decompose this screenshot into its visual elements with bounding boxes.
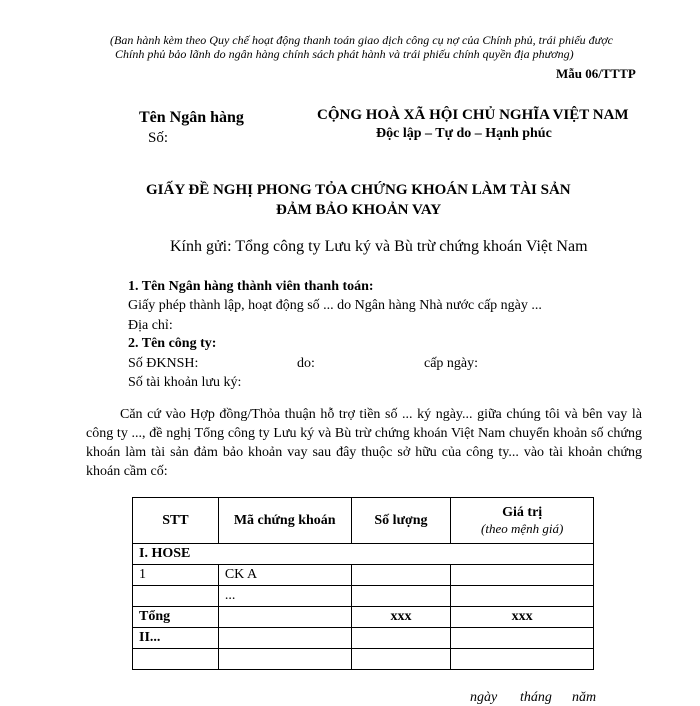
doc-title-line2: ĐẢM BẢO KHOẢN VAY [276, 202, 442, 218]
cell-security-code: ... [218, 586, 351, 607]
depository-account-label: Số tài khoản lưu ký: [128, 375, 242, 390]
securities-table [132, 497, 594, 670]
section2-heading: 2. Tên công ty: [128, 336, 217, 351]
issue-date-label: cấp ngày: [424, 356, 479, 371]
table-header-row [133, 498, 594, 544]
table-row [133, 649, 594, 670]
table-total-row [133, 607, 594, 628]
nation-motto: Độc lập – Tự do – Hạnh phúc [376, 126, 552, 141]
table-group-row [133, 628, 594, 649]
date-month-label: tháng [520, 690, 552, 705]
cell-value [451, 565, 594, 586]
doc-title-line1: GIẤY ĐỀ NGHỊ PHONG TỎA CHỨNG KHOÁN LÀM TÀI SẢN [146, 182, 571, 198]
cell-security-code [218, 607, 351, 628]
group-hose-label: I. HOSE [133, 544, 594, 565]
cell-stt: 1 [133, 565, 219, 586]
total-label: Tổng [133, 607, 219, 628]
total-value: xxx [451, 607, 594, 628]
regulation-note-line1: (Ban hành kèm theo Quy chế hoạt động thanh toán giao dịch công cụ nợ của Chính phủ, trái phiếu được [110, 33, 613, 47]
cell-security-code: CK A [218, 565, 351, 586]
cell-quantity [351, 586, 451, 607]
cell-quantity [351, 649, 451, 670]
date-day-label: ngày [470, 690, 498, 705]
col-quantity: Số lượng [351, 498, 451, 544]
col-value-note: (theo mệnh giá) [481, 520, 564, 536]
cell-stt [133, 586, 219, 607]
cell-value [451, 628, 594, 649]
form-code: Mẫu 06/TTTP [556, 66, 636, 81]
bank-name: Tên Ngân hàng [139, 109, 244, 126]
dknsh-label: Số ĐKNSH: [128, 356, 199, 371]
recipient-line: Kính gửi: Tổng công ty Lưu ký và Bù trừ chứng khoán Việt Nam [170, 238, 588, 255]
bank-address-label: Địa chỉ: [128, 318, 173, 333]
date-year-label: năm [572, 690, 597, 705]
bank-license-line: Giấy phép thành lập, hoạt động số ... do Ngân hàng Nhà nước cấp ngày ... [128, 298, 542, 313]
doc-number-label: Số: [148, 130, 169, 146]
regulation-note-line2: Chính phủ bảo lãnh do ngân hàng chính sách phát hành và trái phiếu chính quyền địa phương) [115, 47, 574, 61]
section1-heading: 1. Tên Ngân hàng thành viên thanh toán: [128, 279, 374, 294]
table-row [133, 565, 594, 586]
cell-value [451, 649, 594, 670]
col-stt: STT [133, 498, 219, 544]
cell-quantity [351, 628, 451, 649]
col-value [451, 498, 594, 544]
group-next-label: II... [133, 628, 219, 649]
nation-title: CỘNG HOÀ XÃ HỘI CHỦ NGHĨA VIỆT NAM [317, 107, 629, 123]
table-row [133, 586, 594, 607]
cell-stt [133, 649, 219, 670]
col-value-label: Giá trị [502, 504, 543, 520]
request-paragraph: Căn cứ vào Hợp đồng/Thỏa thuận hỗ trợ tiền số ... ký ngày... giữa chúng tôi và bên vay là công ty ..., đề nghị Tổng công ty Lưu ký và Bù trừ chứng khoán Việt Nam chuyển khoản số chứng khoán làm tài sản đảm bảo khoản vay sau đây thuộc sở hữu của công ty... vào tài khoản chứng khoán cầm cố: [86, 407, 642, 479]
table-group-row [133, 544, 594, 565]
cell-quantity [351, 565, 451, 586]
total-quantity: xxx [351, 607, 451, 628]
issued-by-label: do: [297, 356, 315, 371]
cell-value [451, 586, 594, 607]
col-security-code: Mã chứng khoán [218, 498, 351, 544]
cell-security-code [218, 649, 351, 670]
cell-security-code [218, 628, 351, 649]
